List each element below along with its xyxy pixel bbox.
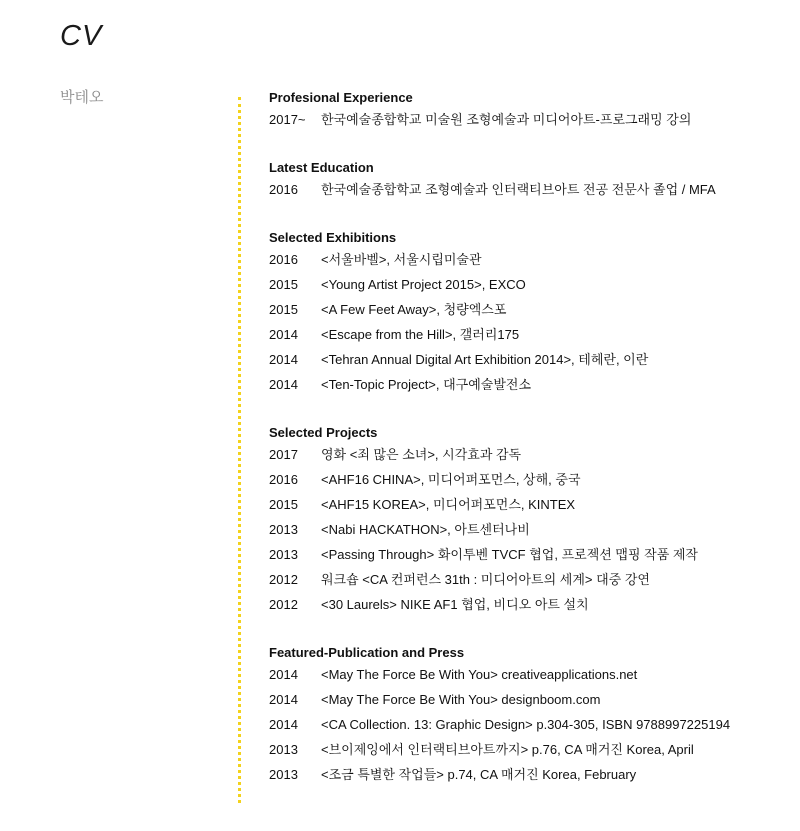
entry-description: <조금 특별한 작업들> p.74, CA 매거진 Korea, February bbox=[321, 767, 637, 782]
entry-description: <A Few Feet Away>, 청량엑스포 bbox=[321, 302, 507, 317]
section-title: Selected Exhibitions bbox=[269, 230, 397, 245]
entry-year: 2016 bbox=[269, 182, 298, 197]
entry-description: 한국예술종합학교 미술원 조형예술과 미디어아트-프로그래밍 강의 bbox=[321, 112, 692, 127]
entry-year: 2013 bbox=[269, 547, 298, 562]
cv-entry bbox=[269, 275, 789, 300]
cv-entry bbox=[269, 350, 789, 375]
entry-description: <Ten-Topic Project>, 대구예술발전소 bbox=[321, 377, 532, 392]
cv-entry bbox=[269, 740, 789, 765]
cv-section bbox=[269, 158, 789, 205]
entry-description: <May The Force Be With You> creativeapplications.net bbox=[321, 667, 638, 682]
cv-content bbox=[269, 88, 789, 813]
entry-description: <Young Artist Project 2015>, EXCO bbox=[321, 277, 526, 292]
cv-entry bbox=[269, 595, 789, 620]
entry-year: 2013 bbox=[269, 767, 298, 782]
cv-entry bbox=[269, 715, 789, 740]
cv-entry bbox=[269, 470, 789, 495]
cv-section bbox=[269, 88, 789, 135]
cv-entry bbox=[269, 690, 789, 715]
dotted-divider bbox=[238, 97, 241, 803]
entry-year: 2012 bbox=[269, 572, 298, 587]
section-title: Selected Projects bbox=[269, 425, 378, 440]
entry-year: 2014 bbox=[269, 692, 298, 707]
page-title: CV bbox=[60, 20, 103, 52]
entry-year: 2016 bbox=[269, 472, 298, 487]
entry-description: <브이제잉에서 인터랙티브아트까지> p.76, CA 매거진 Korea, April bbox=[321, 742, 694, 757]
entry-year: 2014 bbox=[269, 377, 298, 392]
entry-year: 2014 bbox=[269, 667, 298, 682]
entry-description: <May The Force Be With You> designboom.com bbox=[321, 692, 601, 707]
cv-entry bbox=[269, 300, 789, 325]
entry-description: 영화 <죄 많은 소녀>, 시각효과 감독 bbox=[321, 447, 522, 462]
cv-section bbox=[269, 643, 789, 790]
entry-year: 2014 bbox=[269, 327, 298, 342]
cv-entry bbox=[269, 110, 789, 135]
entry-year: 2015 bbox=[269, 302, 298, 317]
cv-entry bbox=[269, 765, 789, 790]
entry-description: <Tehran Annual Digital Art Exhibition 2014>, 테헤란, 이란 bbox=[321, 352, 649, 367]
cv-entry bbox=[269, 325, 789, 350]
entry-description: <CA Collection. 13: Graphic Design> p.304-305, ISBN 9788997225194 bbox=[321, 717, 731, 732]
entry-description: 워크숍 <CA 컨퍼런스 31th : 미디어아트의 세계> 대중 강연 bbox=[321, 572, 650, 587]
entry-description: 한국예술종합학교 조형예술과 인터랙티브아트 전공 전문사 졸업 / MFA bbox=[321, 182, 716, 197]
cv-entry bbox=[269, 520, 789, 545]
entry-description: <30 Laurels> NIKE AF1 협업, 비디오 아트 설치 bbox=[321, 597, 589, 612]
section-title: Latest Education bbox=[269, 160, 374, 175]
cv-entry bbox=[269, 665, 789, 690]
entry-year: 2017 bbox=[269, 447, 298, 462]
entry-description: <Nabi HACKATHON>, 아트센터나비 bbox=[321, 522, 530, 537]
entry-year: 2014 bbox=[269, 352, 298, 367]
entry-year: 2015 bbox=[269, 277, 298, 292]
cv-section bbox=[269, 228, 789, 400]
entry-description: <Escape from the Hill>, 갤러리175 bbox=[321, 327, 520, 342]
entry-description: <Passing Through> 화이투벤 TVCF 협업, 프로젝션 맵핑 작품 제작 bbox=[321, 547, 698, 562]
entry-description: <AHF16 CHINA>, 미디어퍼포먼스, 상해, 중국 bbox=[321, 472, 581, 487]
entry-year: 2013 bbox=[269, 742, 298, 757]
cv-entry bbox=[269, 545, 789, 570]
cv-entry bbox=[269, 570, 789, 595]
cv-entry bbox=[269, 445, 789, 470]
section-title: Featured-Publication and Press bbox=[269, 645, 465, 660]
entry-year: 2017~ bbox=[269, 112, 306, 127]
entry-year: 2013 bbox=[269, 522, 298, 537]
section-title: Profesional Experience bbox=[269, 90, 413, 105]
cv-entry bbox=[269, 250, 789, 275]
entry-year: 2012 bbox=[269, 597, 298, 612]
entry-year: 2016 bbox=[269, 252, 298, 267]
entry-year: 2015 bbox=[269, 497, 298, 512]
author-name: 박테오 bbox=[60, 89, 104, 106]
cv-entry bbox=[269, 180, 789, 205]
entry-year: 2014 bbox=[269, 717, 298, 732]
cv-section bbox=[269, 423, 789, 620]
entry-description: <AHF15 KOREA>, 미디어퍼포먼스, KINTEX bbox=[321, 497, 576, 512]
cv-entry bbox=[269, 375, 789, 400]
cv-entry bbox=[269, 495, 789, 520]
entry-description: <서울바벨>, 서울시립미술관 bbox=[321, 252, 482, 267]
